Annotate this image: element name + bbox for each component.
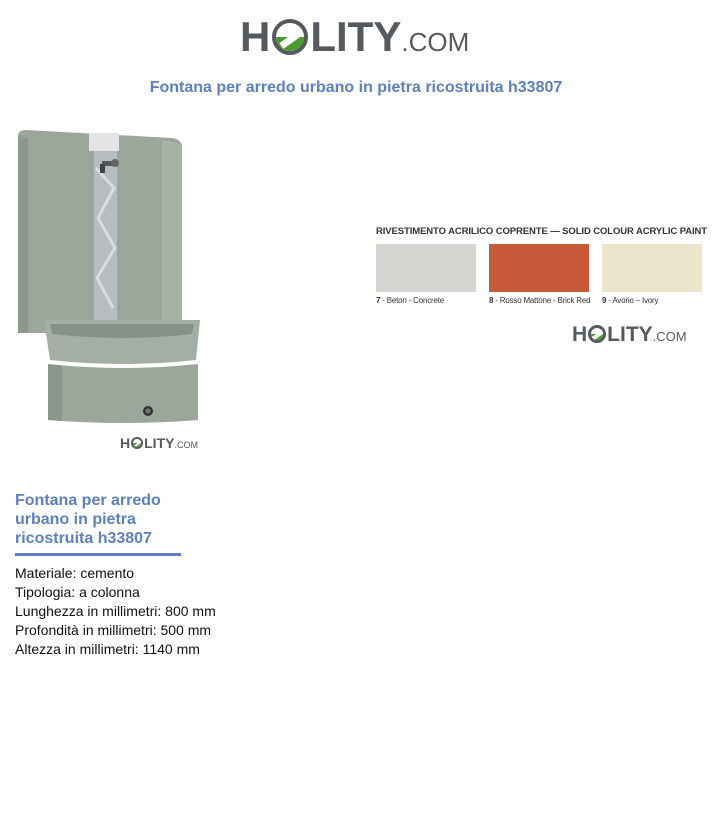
- swatch-heading: RIVESTIMENTO ACRILICO COPRENTE — SOLID COLOUR ACRYLIC PAINT: [376, 226, 708, 237]
- logo-letters: LITY: [607, 323, 653, 346]
- swatch-label: - Beton - Concrete: [380, 296, 445, 305]
- divider: [15, 553, 181, 556]
- logo-letters: LITY: [144, 435, 175, 451]
- fountain-base: [48, 364, 198, 423]
- holity-logo[interactable]: [240, 12, 469, 67]
- swatch-ivory: [602, 244, 702, 305]
- swatch-brick-red: [489, 244, 589, 305]
- spec-length: Lunghezza in millimetri: 800 mm: [15, 603, 216, 619]
- holity-logo-swatch: [572, 322, 687, 350]
- swatch-chip: [376, 244, 476, 292]
- spec-material: Materiale: cemento: [15, 565, 135, 581]
- swatch-chip: [602, 244, 702, 292]
- color-swatch-panel: [376, 226, 708, 305]
- swatch-number: 7: [376, 296, 381, 305]
- holity-logo-small: [120, 434, 198, 454]
- logo-com: .COM: [401, 27, 470, 57]
- logo-letters: LITY: [310, 13, 402, 60]
- product-image: [14, 128, 204, 428]
- swatch-number: 9: [602, 296, 607, 305]
- spec-type: Tipologia: a colonna: [15, 584, 140, 600]
- product-name: Fontana per arredo urbano in pietra ricostruita h33807: [15, 492, 161, 547]
- swatch-label: - Avorio – Ivory: [606, 296, 659, 305]
- logo-letter-h: H: [240, 13, 271, 60]
- spec-list: [15, 564, 216, 659]
- logo-o-mark-icon: [588, 325, 606, 343]
- swatch-number: 8: [489, 296, 494, 305]
- logo-letter-h: H: [120, 435, 131, 451]
- logo-o-mark-icon: [131, 437, 143, 449]
- swatch-caption: [376, 296, 476, 305]
- logo-com: .COM: [174, 440, 198, 450]
- swatch-concrete: [376, 244, 476, 305]
- spec-height: Altezza in millimetri: 1140 mm: [15, 641, 200, 657]
- swatch-caption: [602, 296, 702, 305]
- swatch-chip: [489, 244, 589, 292]
- logo-letter-h: H: [572, 323, 588, 346]
- swatch-caption: [489, 296, 589, 305]
- logo-com: .COM: [652, 329, 687, 344]
- spec-depth: Profondità in millimetri: 500 mm: [15, 622, 212, 638]
- page-title: Fontana per arredo urbano in pietra ricostruita h33807: [149, 79, 563, 96]
- swatch-label: - Rosso Mattone - Brick Red: [493, 296, 591, 305]
- logo-o-mark-icon: [272, 19, 308, 55]
